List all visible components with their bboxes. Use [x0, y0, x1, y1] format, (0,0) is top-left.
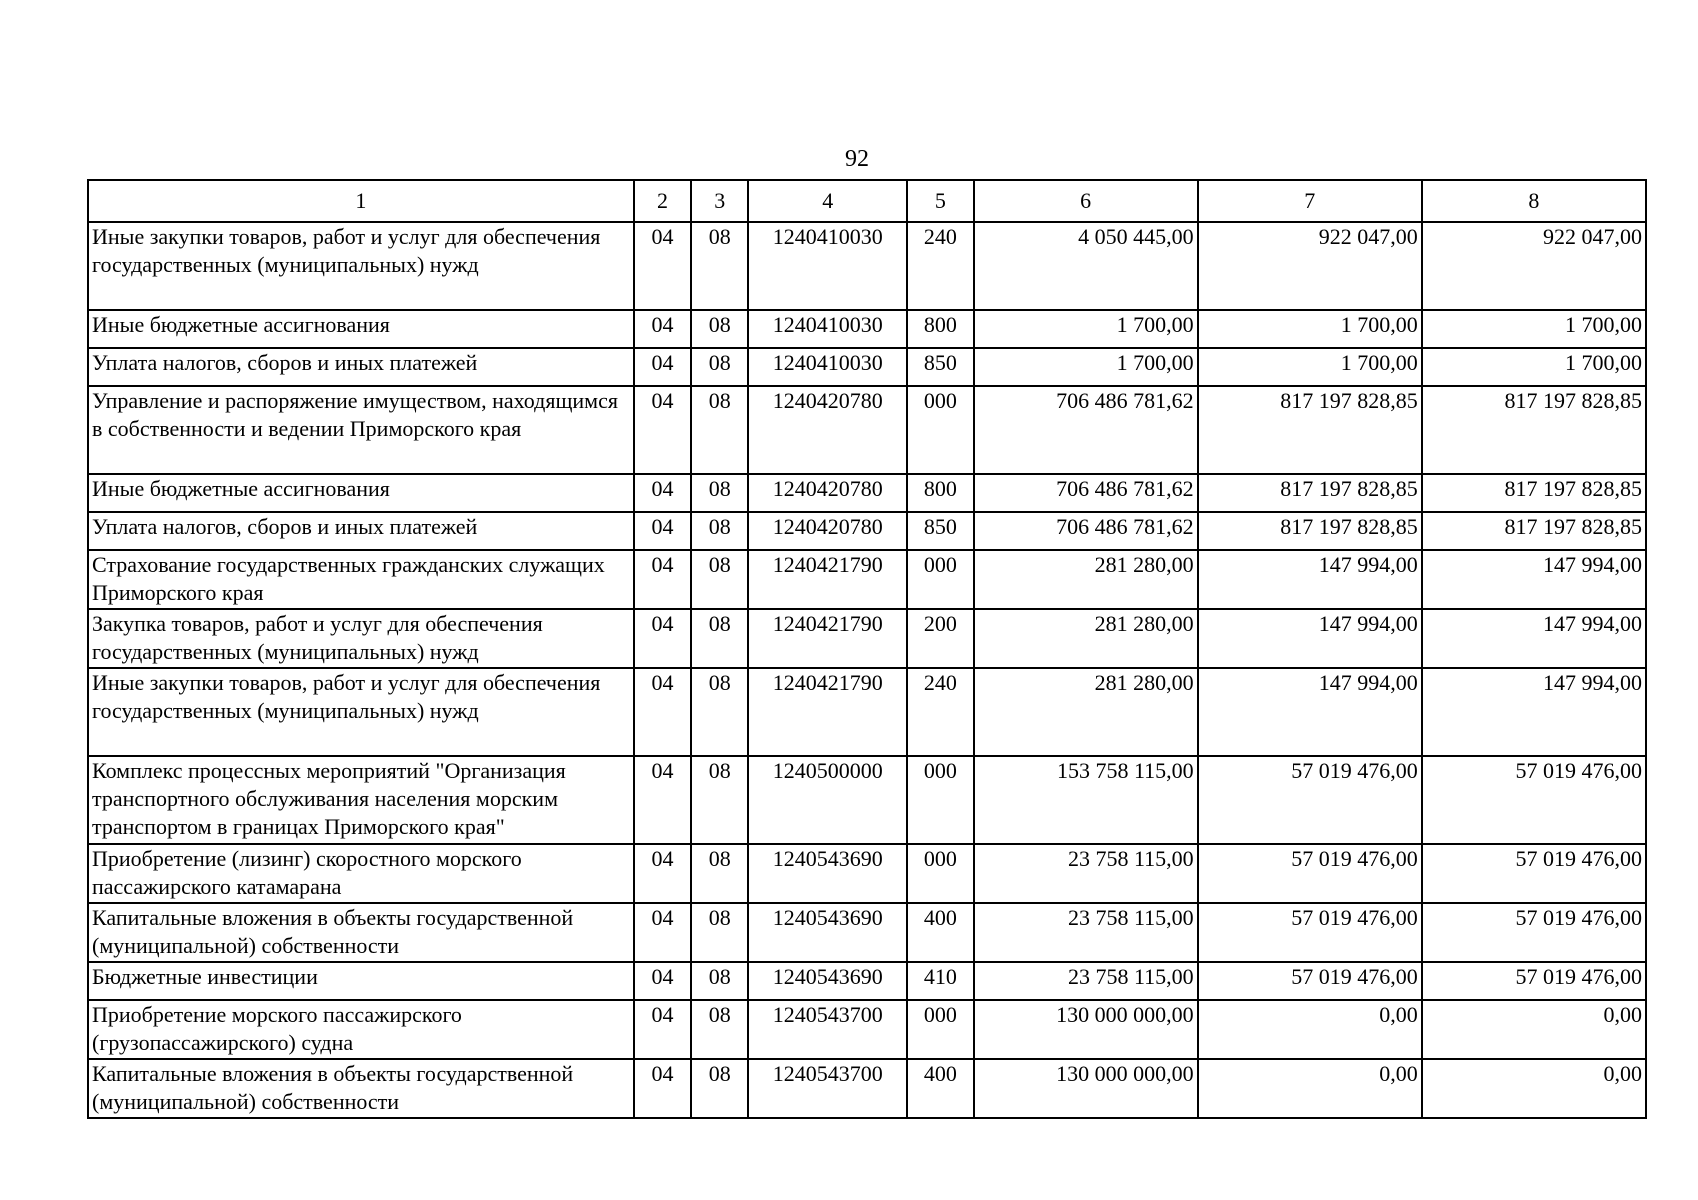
amount-value: 817 197 828,85: [1504, 388, 1642, 413]
amount-value: 147 994,00: [1318, 552, 1418, 577]
amount-col8-cell: [1422, 756, 1646, 844]
amount-value: 281 280,00: [1094, 670, 1194, 695]
section-code-cell: 04: [634, 222, 691, 310]
amount-col7-cell: [1198, 348, 1422, 386]
table-row: [88, 756, 1646, 844]
amount-value: 706 486 781,62: [1056, 476, 1194, 501]
amount-col6-cell: [974, 1000, 1198, 1059]
amount-value: 1 700,00: [1116, 312, 1194, 337]
amount-value: 147 994,00: [1318, 611, 1418, 636]
amount-value: 57 019 476,00: [1515, 964, 1642, 989]
amount-col7-cell: [1198, 668, 1422, 756]
column-header: 5: [907, 180, 973, 222]
target-article-cell: 1240410030: [748, 222, 907, 310]
column-header: 1: [88, 180, 634, 222]
column-header: 6: [974, 180, 1198, 222]
column-header: 8: [1422, 180, 1646, 222]
target-article-cell: 1240421790: [748, 668, 907, 756]
amount-col7-cell: [1198, 609, 1422, 668]
expense-type-cell: 000: [907, 756, 973, 844]
row-name-cell: Иные бюджетные ассигнования: [88, 310, 634, 348]
amount-value: 922 047,00: [1543, 224, 1642, 249]
amount-col8-cell: [1422, 1000, 1646, 1059]
row-name-cell: Закупка товаров, работ и услуг для обеспечения государственных (муниципальных) нужд: [88, 609, 634, 668]
column-header: 3: [691, 180, 748, 222]
amount-value: 0,00: [1603, 1061, 1642, 1086]
section-code-cell: 04: [634, 386, 691, 474]
target-article-cell: 1240543700: [748, 1000, 907, 1059]
section-code-cell: 04: [634, 512, 691, 550]
amount-col7-cell: [1198, 222, 1422, 310]
subsection-code-cell: 08: [691, 550, 748, 609]
amount-col6-cell: [974, 668, 1198, 756]
amount-value: 817 197 828,85: [1504, 476, 1642, 501]
amount-col6-cell: [974, 222, 1198, 310]
expense-type-cell: 410: [907, 962, 973, 1000]
amount-col6-cell: [974, 844, 1198, 903]
row-name-cell: Капитальные вложения в объекты государственной (муниципальной) собственности: [88, 903, 634, 962]
section-code-cell: 04: [634, 310, 691, 348]
expense-type-cell: 000: [907, 550, 973, 609]
amount-col8-cell: [1422, 903, 1646, 962]
row-name-cell: Комплекс процессных мероприятий "Организация транспортного обслуживания населения морским транспортом в границах Приморского края": [88, 756, 634, 844]
column-header: 7: [1198, 180, 1422, 222]
target-article-cell: 1240420780: [748, 474, 907, 512]
section-code-cell: 04: [634, 844, 691, 903]
amount-value: 130 000 000,00: [1056, 1061, 1194, 1086]
subsection-code-cell: 08: [691, 1059, 748, 1118]
amount-col6-cell: [974, 756, 1198, 844]
page-number: 92: [845, 146, 869, 172]
amount-col8-cell: [1422, 844, 1646, 903]
table-row: [88, 310, 1646, 348]
section-code-cell: 04: [634, 756, 691, 844]
target-article-cell: 1240543700: [748, 1059, 907, 1118]
amount-col7-cell: [1198, 844, 1422, 903]
amount-value: 817 197 828,85: [1280, 388, 1418, 413]
row-name-cell: Иные закупки товаров, работ и услуг для обеспечения государственных (муниципальных) нужд: [88, 222, 634, 310]
row-name-cell: Страхование государственных гражданских служащих Приморского края: [88, 550, 634, 609]
amount-value: 0,00: [1603, 1002, 1642, 1027]
amount-col6-cell: [974, 310, 1198, 348]
row-name-cell: Приобретение морского пассажирского (грузопассажирского) судна: [88, 1000, 634, 1059]
amount-value: 706 486 781,62: [1056, 388, 1194, 413]
target-article-cell: 1240410030: [748, 310, 907, 348]
column-header: 2: [634, 180, 691, 222]
subsection-code-cell: 08: [691, 668, 748, 756]
expense-type-cell: 400: [907, 1059, 973, 1118]
amount-col8-cell: [1422, 222, 1646, 310]
expense-type-cell: 000: [907, 844, 973, 903]
amount-value: 147 994,00: [1318, 670, 1418, 695]
expense-type-cell: 850: [907, 512, 973, 550]
amount-value: 817 197 828,85: [1280, 514, 1418, 539]
amount-value: 281 280,00: [1094, 611, 1194, 636]
amount-value: 817 197 828,85: [1280, 476, 1418, 501]
row-name-cell: Капитальные вложения в объекты государственной (муниципальной) собственности: [88, 1059, 634, 1118]
amount-col6-cell: [974, 386, 1198, 474]
row-name-cell: Бюджетные инвестиции: [88, 962, 634, 1000]
amount-value: 147 994,00: [1543, 552, 1642, 577]
expense-type-cell: 800: [907, 474, 973, 512]
target-article-cell: 1240421790: [748, 550, 907, 609]
amount-value: 1 700,00: [1565, 312, 1642, 337]
amount-value: 1 700,00: [1565, 350, 1642, 375]
amount-value: 1 700,00: [1340, 312, 1418, 337]
subsection-code-cell: 08: [691, 310, 748, 348]
subsection-code-cell: 08: [691, 609, 748, 668]
target-article-cell: 1240420780: [748, 386, 907, 474]
amount-value: 4 050 445,00: [1078, 224, 1194, 249]
budget-table: [87, 179, 1647, 1119]
target-article-cell: 1240500000: [748, 756, 907, 844]
amount-col7-cell: [1198, 1059, 1422, 1118]
table-row: [88, 474, 1646, 512]
target-article-cell: 1240421790: [748, 609, 907, 668]
amount-value: 57 019 476,00: [1515, 846, 1642, 871]
subsection-code-cell: 08: [691, 962, 748, 1000]
section-code-cell: 04: [634, 1059, 691, 1118]
amount-col6-cell: [974, 609, 1198, 668]
amount-value: 153 758 115,00: [1056, 758, 1194, 783]
amount-col8-cell: [1422, 1059, 1646, 1118]
table-row: [88, 844, 1646, 903]
amount-value: 0,00: [1379, 1061, 1418, 1086]
amount-col6-cell: [974, 1059, 1198, 1118]
amount-col6-cell: [974, 962, 1198, 1000]
amount-col7-cell: [1198, 962, 1422, 1000]
subsection-code-cell: 08: [691, 903, 748, 962]
column-header: 4: [748, 180, 907, 222]
amount-col7-cell: [1198, 903, 1422, 962]
expense-type-cell: 200: [907, 609, 973, 668]
table-row: [88, 903, 1646, 962]
amount-col8-cell: [1422, 348, 1646, 386]
amount-value: 1 700,00: [1116, 350, 1194, 375]
subsection-code-cell: 08: [691, 222, 748, 310]
amount-col7-cell: [1198, 474, 1422, 512]
amount-value: 706 486 781,62: [1056, 514, 1194, 539]
amount-value: 57 019 476,00: [1291, 758, 1418, 783]
expense-type-cell: 240: [907, 222, 973, 310]
amount-col6-cell: [974, 474, 1198, 512]
amount-col8-cell: [1422, 668, 1646, 756]
row-name-cell: Уплата налогов, сборов и иных платежей: [88, 512, 634, 550]
expense-type-cell: 000: [907, 1000, 973, 1059]
amount-value: 1 700,00: [1340, 350, 1418, 375]
table-row: [88, 609, 1646, 668]
amount-value: 57 019 476,00: [1515, 905, 1642, 930]
amount-value: 922 047,00: [1318, 224, 1418, 249]
amount-value: 817 197 828,85: [1504, 514, 1642, 539]
table-row: [88, 512, 1646, 550]
table-row: [88, 222, 1646, 310]
amount-col8-cell: [1422, 474, 1646, 512]
section-code-cell: 04: [634, 903, 691, 962]
table-row: [88, 348, 1646, 386]
row-name-cell: Иные бюджетные ассигнования: [88, 474, 634, 512]
section-code-cell: 04: [634, 474, 691, 512]
table-row: [88, 1059, 1646, 1118]
row-name-cell: Уплата налогов, сборов и иных платежей: [88, 348, 634, 386]
table-row: [88, 386, 1646, 474]
table-row: [88, 668, 1646, 756]
amount-value: 147 994,00: [1543, 611, 1642, 636]
subsection-code-cell: 08: [691, 386, 748, 474]
section-code-cell: 04: [634, 1000, 691, 1059]
amount-col7-cell: [1198, 756, 1422, 844]
amount-col8-cell: [1422, 310, 1646, 348]
target-article-cell: 1240420780: [748, 512, 907, 550]
amount-col6-cell: [974, 512, 1198, 550]
amount-value: 57 019 476,00: [1291, 846, 1418, 871]
amount-value: 0,00: [1379, 1002, 1418, 1027]
section-code-cell: 04: [634, 348, 691, 386]
amount-col6-cell: [974, 348, 1198, 386]
amount-value: 130 000 000,00: [1056, 1002, 1194, 1027]
amount-col8-cell: [1422, 386, 1646, 474]
table-row: [88, 1000, 1646, 1059]
amount-value: 281 280,00: [1094, 552, 1194, 577]
amount-col7-cell: [1198, 310, 1422, 348]
amount-col7-cell: [1198, 512, 1422, 550]
row-name-cell: Приобретение (лизинг) скоростного морского пассажирского катамарана: [88, 844, 634, 903]
target-article-cell: 1240543690: [748, 962, 907, 1000]
section-code-cell: 04: [634, 962, 691, 1000]
amount-col7-cell: [1198, 1000, 1422, 1059]
amount-value: 57 019 476,00: [1291, 905, 1418, 930]
target-article-cell: 1240543690: [748, 903, 907, 962]
subsection-code-cell: 08: [691, 348, 748, 386]
target-article-cell: 1240410030: [748, 348, 907, 386]
header-row: [88, 180, 1646, 222]
amount-col8-cell: [1422, 512, 1646, 550]
amount-col7-cell: [1198, 550, 1422, 609]
target-article-cell: 1240543690: [748, 844, 907, 903]
amount-col8-cell: [1422, 962, 1646, 1000]
expense-type-cell: 400: [907, 903, 973, 962]
table-row: [88, 962, 1646, 1000]
amount-value: 23 758 115,00: [1067, 964, 1194, 989]
amount-value: 57 019 476,00: [1291, 964, 1418, 989]
amount-value: 23 758 115,00: [1067, 846, 1194, 871]
section-code-cell: 04: [634, 668, 691, 756]
amount-col6-cell: [974, 550, 1198, 609]
amount-col6-cell: [974, 903, 1198, 962]
subsection-code-cell: 08: [691, 512, 748, 550]
subsection-code-cell: 08: [691, 756, 748, 844]
row-name-cell: Иные закупки товаров, работ и услуг для обеспечения государственных (муниципальных) нужд: [88, 668, 634, 756]
amount-col8-cell: [1422, 550, 1646, 609]
expense-type-cell: 240: [907, 668, 973, 756]
section-code-cell: 04: [634, 609, 691, 668]
subsection-code-cell: 08: [691, 1000, 748, 1059]
section-code-cell: 04: [634, 550, 691, 609]
row-name-cell: Управление и распоряжение имуществом, находящимся в собственности и ведении Приморского края: [88, 386, 634, 474]
expense-type-cell: 850: [907, 348, 973, 386]
expense-type-cell: 800: [907, 310, 973, 348]
expense-type-cell: 000: [907, 386, 973, 474]
amount-value: 57 019 476,00: [1515, 758, 1642, 783]
amount-value: 23 758 115,00: [1067, 905, 1194, 930]
amount-col8-cell: [1422, 609, 1646, 668]
amount-col7-cell: [1198, 386, 1422, 474]
subsection-code-cell: 08: [691, 844, 748, 903]
subsection-code-cell: 08: [691, 474, 748, 512]
table-row: [88, 550, 1646, 609]
amount-value: 147 994,00: [1543, 670, 1642, 695]
